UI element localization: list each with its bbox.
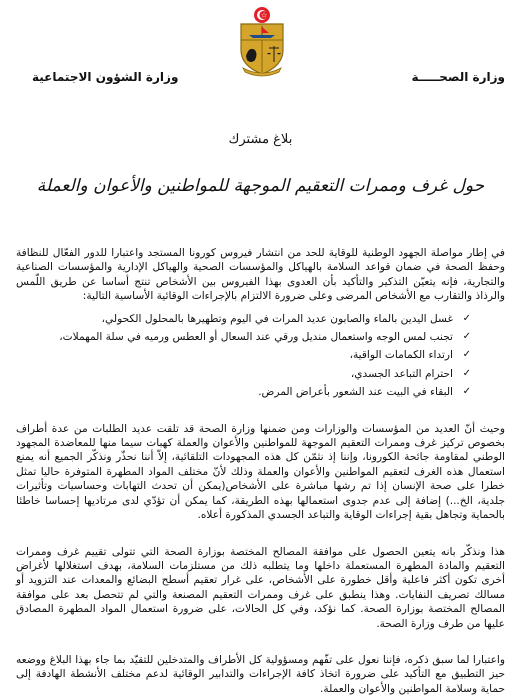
list-item-text: البقاء في البيت عند الشعور بأعراض المرض.: [258, 386, 453, 399]
preventive-measures-list: [16, 312, 471, 400]
list-item: [16, 367, 471, 381]
document-main-title: حول غرف وممرات التعقيم الموجهة للمواطنين والأعوان والعملة: [36, 176, 485, 196]
checkmark-icon: ✓: [462, 386, 471, 398]
checkmark-icon: ✓: [462, 312, 471, 324]
list-item-text: تجنب لمس الوجه واستعمال منديل ورقي عند السعال أو العطس ورميه في سلة المهملات،: [59, 331, 453, 344]
paragraph-warning: وحيث أنّ العديد من المؤسسات والوزارات ومن ضمنها وزارة الصحة قد تلقت عديد الطلبات من عدة أطراف بخصوص تركيز غرف وممرات التعقيم الموجهة للمواطنين والأعوان والعملة كهبات سيما منها للمعاضدة المجهود الوطني لمقاومة جائحة الكورونا، وإننا إذ نثمّن كل هذه المجهودات التلقائية، إلاّ أننا نحذّر ونذكّر الجميع أنه يمنع استعمال هذه الغرف لتعقيم المواطنين والأعوان والعملة وذلك لأنّ مختلف المواد المطهرة المتوفرة حاليا تمثل خطرا على صحة الإنسان إذا تم رشها مباشرة على الأشخاص(يمكن أن تحدث التهابات وحساسيات وتأثيرات جلدية، الخ...) إضافة إلى عدم جدوى استعمالها بهذه الطريقة، كما يمكن أن تؤدّي لدى مرتاديها إحساسا خاطئا بالحماية وتجاهل بقية إجراءات الوقاية والتباعد الجسدي المذكورة أعلاه.: [16, 422, 505, 522]
document-body: [16, 246, 505, 696]
paragraph-intro: في إطار مواصلة الجهود الوطنية للوقاية للحد من انتشار فيروس كورونا المستجد واعتبارا للدور الفعّال للنظافة وحفظ الصحة في ضمان قواعد السلامة بالهياكل والمؤسسات الصحية والهياكل الإدارية والمؤسسات الصناعية والتجارية، فإنه يتعيّن التذكير والتأكيد بأن العدوى بهذا الفيروس بين الأشخاص تنتج أساسا عن طريق اللّمس والرذاذ والتقارب مع الأشخاص المرضى وعلى ضرورة الالتزام بالإجراءات الوقائية الأساسية التالية:: [16, 247, 505, 303]
list-item-text: احترام التباعد الجسدي،: [350, 367, 453, 380]
checkmark-icon: ✓: [462, 349, 471, 361]
list-item: [16, 312, 471, 326]
list-item-text: غسل اليدين بالماء والصابون عديد المرات في اليوم وتطهيرها بالمحلول الكحولي،: [101, 312, 453, 325]
checkmark-icon: ✓: [462, 367, 471, 379]
paragraph-approval-reminder: هذا ونذكّر بانه يتعين الحصول على موافقة المصالح المختصة بوزارة الصحة التي تتولى تقييم غرف وممرات التعقيم والمادة المطهرة المستعملة داخلها وما يتطلبه ذلك من مستلزمات السلامة، بهدف استغلالها لأغراض أخرى تكون أكثر فاعلية وأقل خطورة على الأشخاص، على غرار تعقيم أسطح البضائع والمعدات عند التزويد أو مسالك تصريف النفايات. وهذا ينطبق على غرف وممرات التعقيم المصنعة والتي لم تتحصل بعد على موافقة المصالح المختصة بوزارة الصحة. كما نؤكد، وفي كل الحالات، على ضرورة استعمال المواد المطهرة المصادق عليها من طرف وزارة الصحة.: [16, 545, 505, 630]
paragraph-conclusion: واعتبارا لما سبق ذكره، فإننا نعول على تفّهم ومسؤولية كل الأطراف والمتدخلين للتقيّد بما جاء بهذا البلاغ ووضعه حيز التطبيق مع التأكيد على ضرورة اتخاذ كافة الإجراءات والتدابير الوقائية لدعم مختلف الأنشطة الهادفة إلى حماية وسلامة المواطنين والأعوان والعملة.: [16, 653, 505, 695]
tunisia-emblem-icon: [233, 6, 291, 78]
list-item: [16, 385, 471, 399]
list-item: [16, 348, 471, 362]
ministry-of-health-label: وزارة الصحـــــة: [411, 70, 505, 84]
list-item-text: ارتداء الكمامات الواقية،: [349, 349, 453, 362]
ministry-of-social-affairs-label: وزارة الشؤون الاجتماعية: [32, 70, 179, 84]
list-item: [16, 330, 471, 344]
checkmark-icon: ✓: [462, 331, 471, 343]
document-type-title: بلاغ مشترك: [228, 132, 293, 147]
